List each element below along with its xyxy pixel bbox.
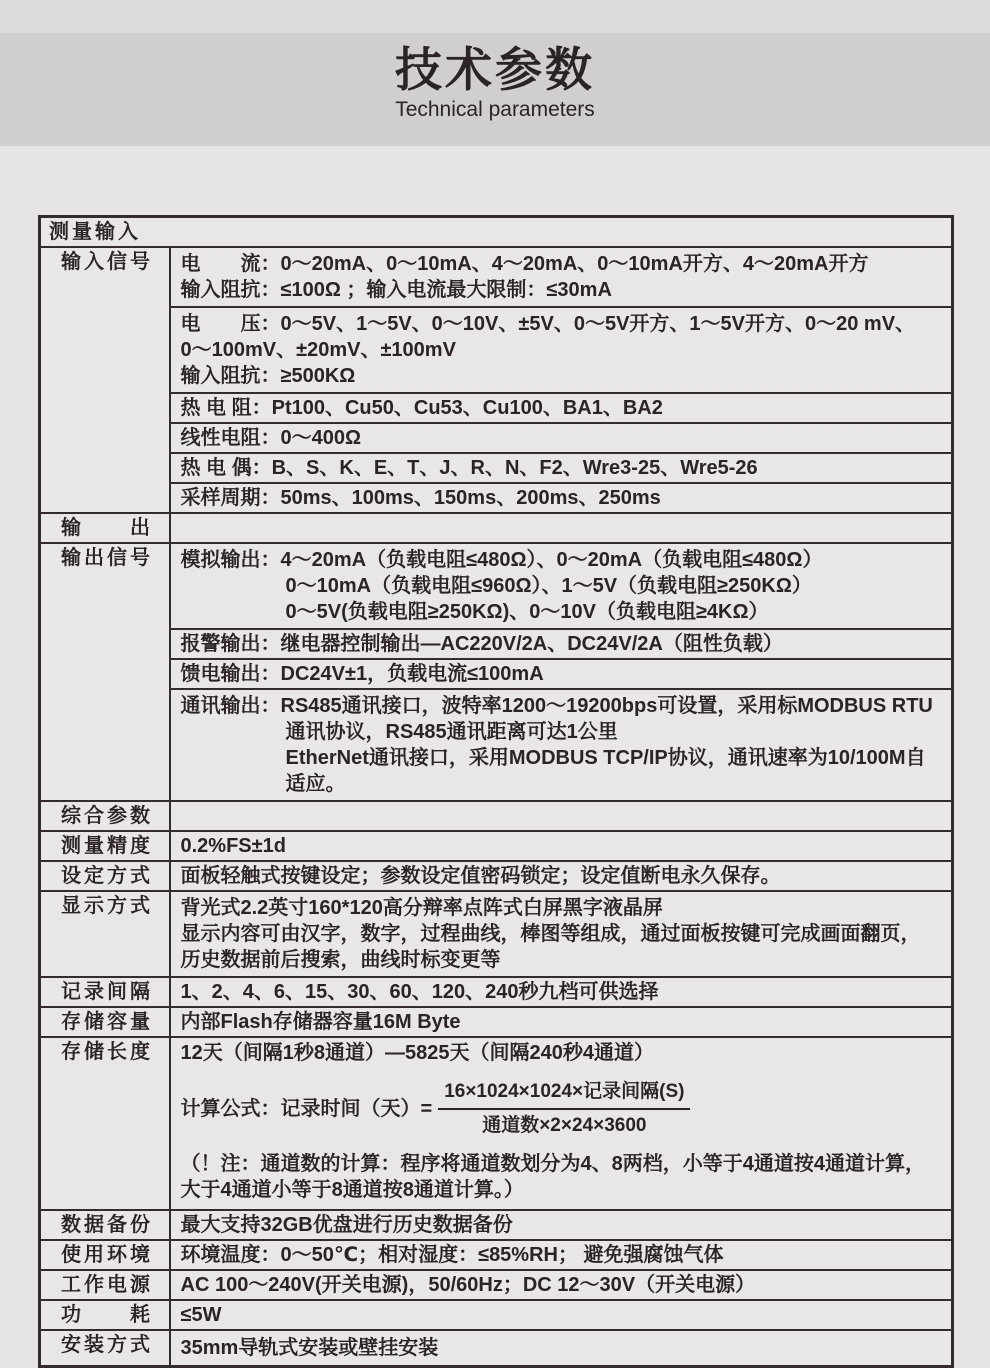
label-display: 显示方式 <box>40 891 170 977</box>
cell-accuracy: 0.2%FS±1d <box>170 831 953 861</box>
cell-input-voltage <box>170 307 953 393</box>
storage-note-line2: 大于4通道小等于8通道按8通道计算。） <box>180 1179 524 1201</box>
output-comm-line1: 通讯输出：RS485通讯接口，波特率1200～19200bps可设置，采用标MODBUS RTU <box>180 695 933 717</box>
label-data-backup: 数据备份 <box>40 1210 170 1240</box>
input-current-line1: 电 流：0～20mA、0～10mA、4～20mA、0～10mA开方、4～20mA开方 <box>180 253 869 275</box>
cell-output-analog <box>170 543 953 629</box>
cell-input-thermocouple: 热 电 偶：B、S、K、E、T、J、R、N、F2、Wre3-25、Wre5-26 <box>170 453 953 483</box>
label-setting: 设定方式 <box>40 861 170 891</box>
cell-record-interval: 1、2、4、6、15、30、60、120、240秒九档可供选择 <box>170 977 953 1007</box>
page-title: 技术参数 <box>395 43 595 96</box>
output-analog-line1: 模拟输出：4～20mA（负载电阻≤480Ω）、0～20mA（负载电阻≤480Ω） <box>180 549 823 571</box>
cell-input-linear-resistance: 线性电阻：0～400Ω <box>170 423 953 453</box>
output-analog-line3: 0～5V(负载电阻≥250KΩ)、0～10V（负载电阻≥4KΩ） <box>285 601 769 623</box>
cell-power-supply: AC 100～240V(开关电源)，50/60Hz；DC 12～30V（开关电源） <box>170 1270 953 1300</box>
label-environment: 使用环境 <box>40 1240 170 1270</box>
label-accuracy: 测量精度 <box>40 831 170 861</box>
input-voltage-line2: 0～100mV、±20mV、±100mV <box>180 339 456 361</box>
section-measure-input: 测量输入 <box>40 217 953 248</box>
row-output-comm <box>40 689 953 801</box>
storage-note <box>181 1151 944 1203</box>
row-output-feed <box>40 659 953 689</box>
input-voltage-line3: 输入阻抗：≥500KΩ <box>180 365 356 387</box>
cell-output-alarm: 报警输出：继电器控制输出—AC220V/2A、DC24V/2A（阻性负载） <box>170 629 953 659</box>
row-setting <box>40 861 953 891</box>
output-comm-line2: 通讯协议，RS485通讯距离可达1公里 <box>285 721 618 743</box>
input-voltage-line1: 电 压：0～5V、1～5V、0～10V、±5V、0～5V开方、1～5V开方、0～20 mV、 <box>180 313 916 335</box>
cell-installation: 35mm导轨式安装或壁挂安装 <box>170 1330 953 1366</box>
output-comm-line3: EtherNet通讯接口，采用MODBUS TCP/IP协议，通讯速率为10/100M自适应。 <box>285 747 926 795</box>
label-record-interval: 记录间隔 <box>40 977 170 1007</box>
title-band <box>0 33 990 146</box>
cell-display <box>170 891 953 977</box>
label-storage-capacity: 存储容量 <box>40 1007 170 1037</box>
cell-setting: 面板轻触式按键设定；参数设定值密码锁定；设定值断电永久保存。 <box>170 861 953 891</box>
row-section-output <box>40 513 953 543</box>
cell-input-current <box>170 247 953 307</box>
cell-data-backup: 最大支持32GB优盘进行历史数据备份 <box>170 1210 953 1240</box>
row-output-analog <box>40 543 953 629</box>
storage-formula-prefix: 计算公式：记录时间（天）= <box>180 1098 433 1120</box>
row-input-voltage <box>40 307 953 393</box>
cell-power-consumption: ≤5W <box>170 1300 953 1330</box>
row-input-sampling <box>40 483 953 513</box>
cell-environment: 环境温度：0～50℃；相对湿度：≤85%RH； 避免强腐蚀气体 <box>170 1240 953 1270</box>
output-analog-line2: 0～10mA（负载电阻≤960Ω）、1～5V（负载电阻≥250KΩ） <box>285 575 812 597</box>
display-line2: 显示内容可由汉字，数字，过程曲线，棒图等组成，通过面板按键可完成画面翻页， <box>180 923 921 945</box>
row-storage-length <box>40 1037 953 1210</box>
input-current-line2: 输入阻抗：≤100Ω ；输入电流最大限制：≤30mA <box>180 279 612 301</box>
cell-storage-length <box>170 1037 953 1210</box>
cell-output-feed: 馈电输出：DC24V±1，负载电流≤100mA <box>170 659 953 689</box>
storage-formula-fraction <box>438 1079 690 1139</box>
top-strip <box>0 0 990 33</box>
display-line1: 背光式2.2英寸160*120高分辩率点阵式白屏黑字液晶屏 <box>180 897 663 919</box>
cell-output-empty <box>170 513 953 543</box>
label-input-signal: 输入信号 <box>40 247 170 513</box>
row-input-thermocouple <box>40 453 953 483</box>
label-storage-length: 存储长度 <box>40 1037 170 1210</box>
row-display <box>40 891 953 977</box>
label-power-supply: 工作电源 <box>40 1270 170 1300</box>
row-section-measure-input <box>40 217 953 248</box>
cell-input-rtd: 热 电 阻：Pt100、Cu50、Cu53、Cu100、BA1、BA2 <box>170 393 953 423</box>
storage-formula-denominator: 通道数×2×24×3600 <box>482 1115 647 1136</box>
row-storage-capacity <box>40 1007 953 1037</box>
cell-input-sampling: 采样周期：50ms、100ms、150ms、200ms、250ms <box>170 483 953 513</box>
row-input-current <box>40 247 953 307</box>
storage-formula-numerator: 16×1024×1024×记录间隔(S) <box>438 1079 690 1110</box>
cell-storage-capacity: 内部Flash存储器容量16M Byte <box>170 1007 953 1037</box>
display-line3: 历史数据前后搜索，曲线时标变更等 <box>180 949 501 971</box>
spec-table <box>38 215 954 1368</box>
storage-formula <box>181 1079 944 1139</box>
cell-output-comm <box>170 689 953 801</box>
row-data-backup <box>40 1210 953 1240</box>
row-power-consumption <box>40 1300 953 1330</box>
row-record-interval <box>40 977 953 1007</box>
section-general: 综合参数 <box>40 801 170 831</box>
row-input-rtd <box>40 393 953 423</box>
page-subtitle: Technical parameters <box>395 98 595 122</box>
row-installation <box>40 1330 953 1366</box>
row-environment <box>40 1240 953 1270</box>
row-output-alarm <box>40 629 953 659</box>
cell-general-empty <box>170 801 953 831</box>
section-output: 输 出 <box>40 513 170 543</box>
label-output-signal: 输出信号 <box>40 543 170 801</box>
label-power-consumption: 功 耗 <box>40 1300 170 1330</box>
label-installation: 安装方式 <box>40 1330 170 1366</box>
row-section-general <box>40 801 953 831</box>
row-power-supply <box>40 1270 953 1300</box>
row-input-linear-resistance <box>40 423 953 453</box>
row-accuracy <box>40 831 953 861</box>
storage-range: 12天（间隔1秒8通道）—5825天（间隔240秒4通道） <box>180 1042 654 1064</box>
storage-note-line1: （！注：通道数的计算：程序将通道数划分为4、8两档，小等于4通道按4通道计算， <box>180 1153 925 1175</box>
